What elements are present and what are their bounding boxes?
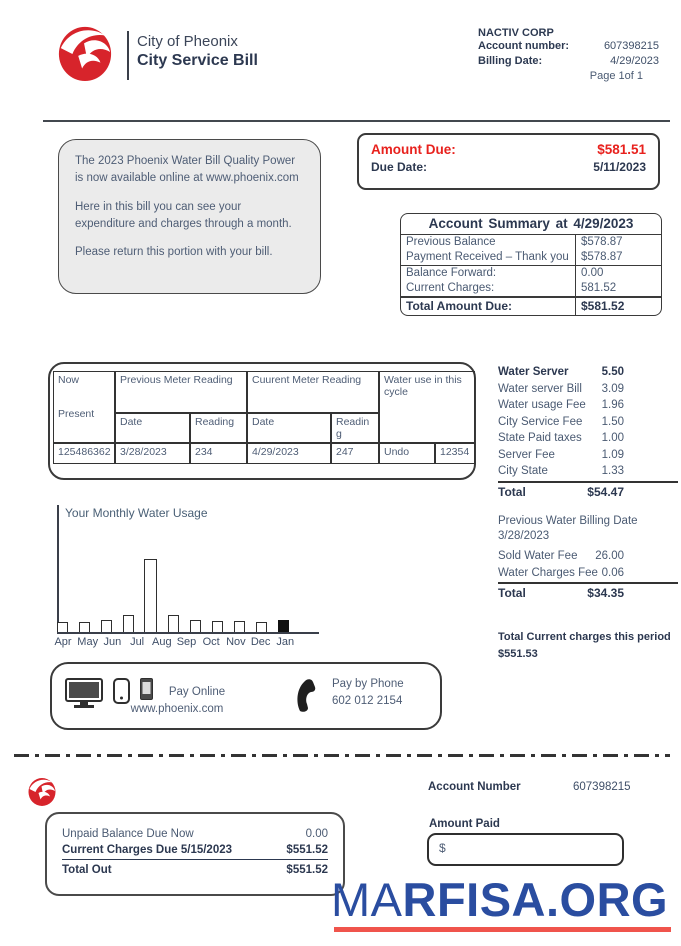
meter-reading-table	[53, 371, 475, 464]
usage-month-label: Oct	[202, 636, 220, 648]
due-date-label: Due Date:	[371, 160, 428, 174]
usage-bar	[79, 622, 90, 632]
meter-cell-water-b: 12354	[435, 443, 475, 464]
summary-total-value: $581.52	[575, 298, 661, 315]
list-item: Sold Water Fee 26.00	[498, 550, 624, 562]
chart-title: Your Monthly Water Usage	[65, 506, 208, 520]
meter-col-header: Previous Meter Reading	[115, 371, 247, 413]
usage-bar	[234, 621, 245, 632]
amount-due-label: Amount Due:	[371, 142, 456, 157]
usage-month-label: Jul	[130, 636, 145, 648]
chart-x-axis	[57, 632, 319, 634]
meter-cell-prev-date: 3/28/2023	[115, 443, 190, 464]
account-summary-table	[400, 213, 662, 316]
usage-bar	[256, 622, 267, 632]
account-info-block	[478, 27, 659, 84]
usage-month-label: Apr	[54, 636, 72, 648]
summary-row-label: Balance Forward:	[406, 267, 497, 279]
usage-month-label: Sep	[176, 636, 197, 648]
amount-due-box	[357, 133, 660, 190]
water-usage-chart	[52, 503, 337, 658]
list-item: Water usage Fee 1.96	[498, 399, 624, 411]
account-summary-title: Account Summary at 4/29/2023	[401, 214, 661, 235]
list-item: State Paid taxes 1.00	[498, 432, 624, 444]
bill-title: City Service Bill	[137, 52, 258, 69]
list-item: Server Fee 1.09	[498, 448, 624, 461]
meter-cell-number: 125486362	[53, 443, 115, 464]
meter-cell-water-a: Undo	[379, 443, 435, 464]
meter-col-header: Now Present	[53, 371, 115, 443]
table-row	[401, 281, 661, 296]
list-item: Water Charges Fee 0.06	[498, 566, 624, 579]
usage-month-label: Nov	[226, 636, 246, 648]
table-row-total	[401, 296, 661, 315]
summary-row-value: 0.00	[575, 266, 661, 281]
period-total-block	[498, 629, 681, 663]
pay-by-phone-label: Pay by Phone	[332, 678, 404, 690]
meter-cell-prev-reading: 234	[190, 443, 247, 464]
usage-bar	[190, 620, 201, 632]
usage-bar	[212, 621, 223, 632]
header-rule	[43, 120, 670, 122]
previous-billing-total-row: Total $34.35	[498, 582, 678, 602]
customer-name: NACTIV CORP	[478, 27, 554, 39]
summary-row-value: $578.87	[575, 250, 661, 265]
notice-para-3: Please return this portion with your bill.	[75, 246, 273, 258]
period-total-value: $551.53	[498, 648, 538, 660]
payment-options-box	[50, 662, 442, 730]
billing-date-label: Billing Date:	[478, 55, 543, 67]
pay-online-label: Pay Online	[168, 686, 226, 698]
usage-month-label: Jan	[276, 636, 295, 648]
summary-row-label: Previous Balance	[406, 236, 496, 248]
currency-prefix: $	[439, 841, 446, 855]
phoenix-logo-small-icon	[27, 775, 57, 808]
current-charges-list	[498, 364, 678, 500]
pay-by-phone-number: 602 012 2154	[332, 695, 403, 707]
usage-month-label: Dec	[250, 636, 271, 648]
usage-month-label: May	[77, 636, 99, 648]
summary-row-value: 581.52	[575, 281, 661, 296]
meter-cell-curr-reading: 247	[331, 443, 379, 464]
phone-handset-icon	[295, 677, 321, 713]
usage-bar	[144, 559, 157, 632]
amount-due-value: $581.51	[597, 142, 646, 157]
notice-para-1: The 2023 Phoenix Water Bill Quality Power is now available online at www.phoenix.com	[75, 155, 299, 185]
previous-billing-list	[498, 514, 678, 602]
summary-row-label: Payment Received – Thank you	[406, 251, 569, 263]
meter-reading-box	[48, 362, 476, 480]
meter-sub-header: Reading	[190, 413, 247, 443]
header-divider	[127, 31, 129, 80]
meter-sub-header: Date	[247, 413, 331, 443]
amount-paid-input[interactable]	[427, 833, 624, 866]
page-indicator: Page 1of 1	[589, 70, 643, 82]
summary-row-value: $578.87	[575, 235, 661, 250]
usage-bar	[57, 622, 68, 632]
meter-col-header: Water use in this cycle	[379, 371, 475, 443]
usage-month-label: Jun	[103, 636, 122, 648]
list-item: Water server Bill 3.09	[498, 382, 624, 395]
meter-cell-curr-date: 4/29/2023	[247, 443, 331, 464]
previous-billing-title: Previous Water Billing Date 3/28/2023	[498, 515, 638, 542]
table-row: Current Charges Due 5/15/2023 $551.52	[62, 842, 328, 860]
notice-para-2: Here in this bill you can see your expenditure and charges through a month.	[75, 200, 292, 230]
org-name: City of Pheonix	[137, 33, 238, 50]
summary-total-label: Total Amount Due:	[406, 299, 512, 313]
due-date-value: 5/11/2023	[593, 160, 646, 174]
list-item: City State 1.33	[498, 465, 624, 477]
stub-account-number-label: Account Number	[428, 781, 521, 793]
summary-row-label: Current Charges:	[406, 282, 495, 294]
table-row-total: Total Out $551.52	[62, 864, 328, 876]
pay-online-url: www.phoenix.com	[130, 703, 224, 715]
meter-sub-header: Readin g	[331, 413, 379, 443]
amount-paid-label: Amount Paid	[429, 818, 500, 830]
charges-total-row: Total $54.47	[498, 481, 678, 501]
usage-chart-bars	[57, 503, 332, 632]
usage-chart-labels	[54, 636, 335, 650]
list-item: Water Server 5.50	[498, 366, 624, 378]
period-total-label: Total Current charges this period	[498, 631, 671, 643]
table-row: Unpaid Balance Due Now 0.00	[62, 828, 328, 840]
account-number-value: 607398215	[603, 40, 659, 52]
phoenix-logo-icon	[56, 22, 114, 84]
meter-sub-header: Date	[115, 413, 190, 443]
table-row	[401, 265, 661, 281]
table-row	[401, 235, 661, 250]
list-item: City Service Fee 1.50	[498, 415, 624, 428]
notice-box	[58, 139, 321, 294]
usage-bar	[278, 620, 289, 632]
meter-col-header: Cuurent Meter Reading	[247, 371, 379, 413]
usage-bar	[123, 615, 134, 632]
watermark-underline	[334, 927, 671, 932]
tear-off-dashed-line	[14, 754, 670, 757]
table-row	[401, 250, 661, 265]
billing-date-value: 4/29/2023	[610, 55, 659, 67]
usage-bar	[168, 615, 179, 632]
usage-month-label: Aug	[152, 636, 172, 648]
marfisa-watermark: MARFISA.ORG	[331, 873, 669, 926]
account-number-label: Account number:	[478, 40, 570, 52]
stub-balance-box	[45, 812, 345, 896]
stub-account-number-value: 607398215	[573, 781, 631, 793]
usage-bar	[101, 620, 112, 632]
